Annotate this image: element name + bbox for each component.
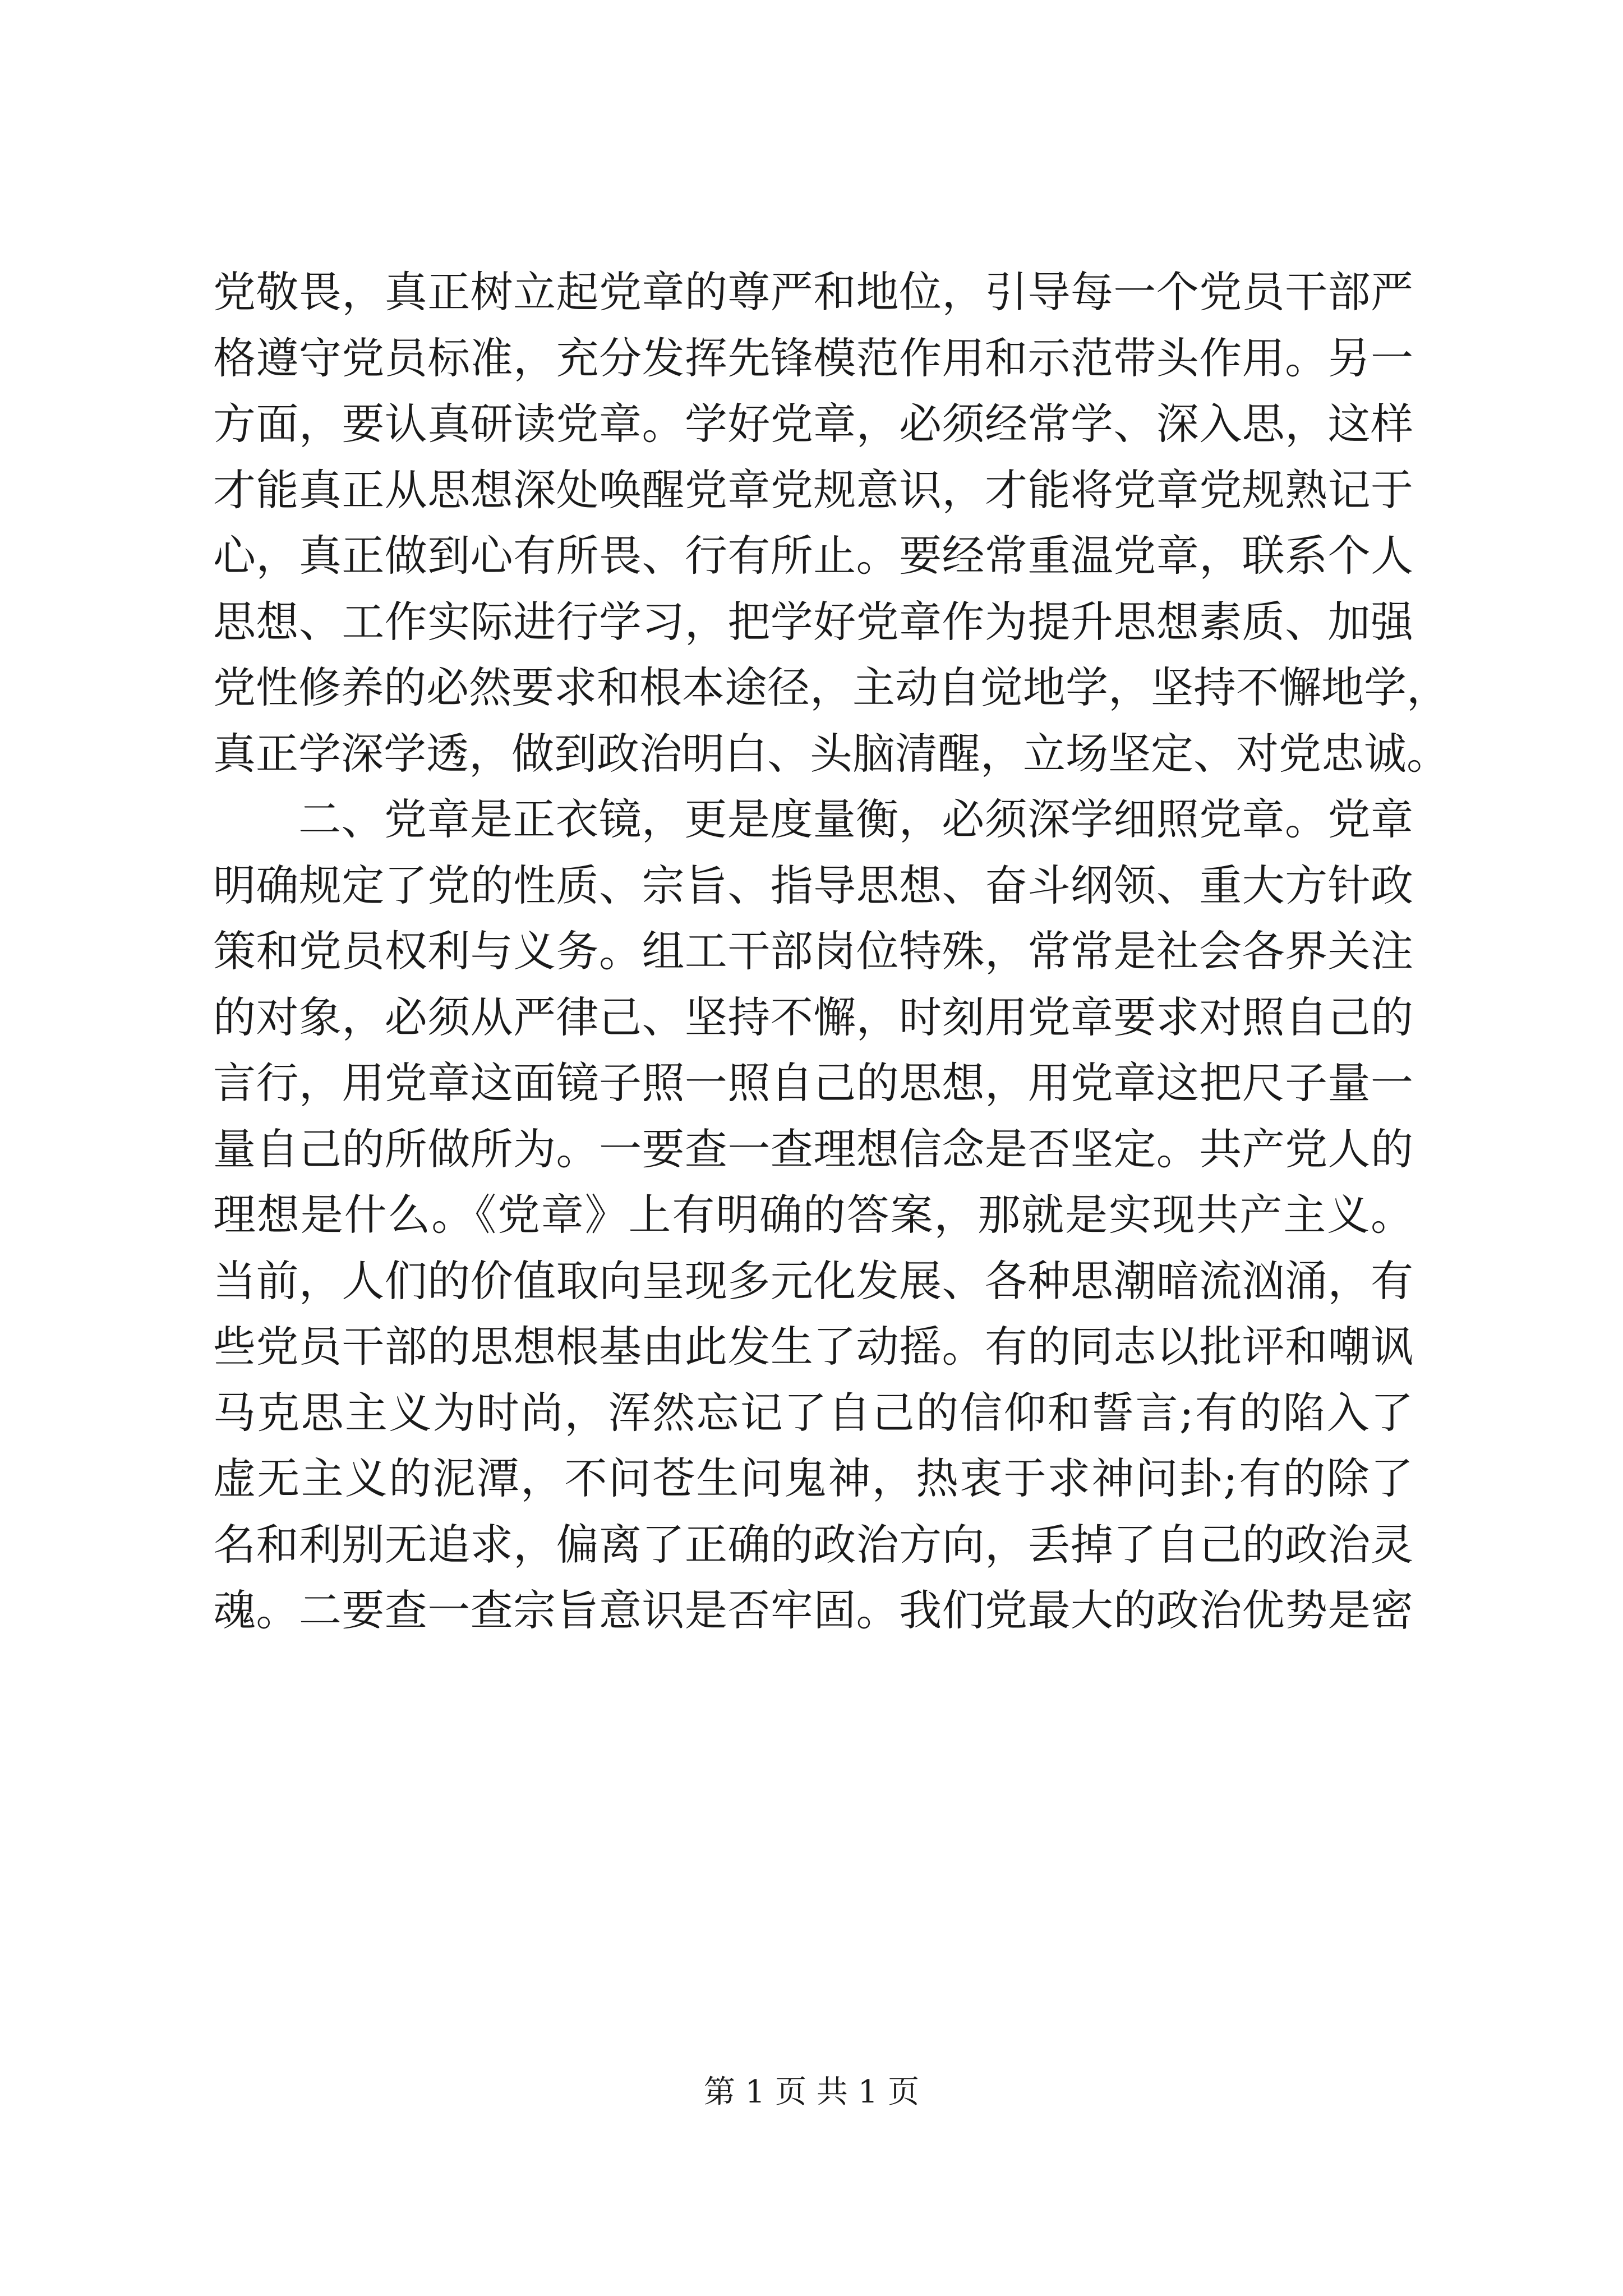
text-line: 些党员干部的思想根基由此发生了动摇。有的同志以批评和嘲讽	[213, 1322, 1413, 1372]
text-line: 方面，要认真研读党章。学好党章，必须经常学、深入思，这样	[213, 399, 1413, 449]
text-line: 真正学深学透，做到政治明白、头脑清醒，立场坚定、对党忠诚。	[213, 728, 1449, 779]
text-line: 策和党员权利与义务。组工干部岗位特殊，常常是社会各界关注	[213, 926, 1413, 976]
text-line: 马克思主义为时尚，浑然忘记了自己的信仰和誓言;有的陷入了	[213, 1387, 1413, 1438]
paragraph-first-line: 二、党章是正衣镜，更是度量衡，必须深学细照党章。党章	[298, 794, 1413, 844]
text-line: 魂。二要查一查宗旨意识是否牢固。我们党最大的政治优势是密	[213, 1585, 1413, 1635]
text-line: 思想、工作实际进行学习，把学好党章作为提升思想素质、加强	[213, 596, 1413, 647]
body-text	[213, 259, 1449, 1644]
text-line: 的对象，必须从严律己、坚持不懈，时刻用党章要求对照自己的	[213, 992, 1413, 1042]
text-line: 虚无主义的泥潭，不问苍生问鬼神，热衷于求神问卦;有的除了	[213, 1453, 1413, 1503]
page-number-label: 第 1 页 共 1 页	[703, 2074, 920, 2110]
text-line: 言行，用党章这面镜子照一照自己的思想，用党章这把尺子量一	[213, 1058, 1413, 1108]
page-footer	[0, 2070, 1623, 2115]
text-line: 量自己的所做所为。一要查一查理想信念是否坚定。共产党人的	[213, 1124, 1413, 1174]
text-line: 才能真正从思想深处唤醒党章党规意识，才能将党章党规熟记于	[213, 464, 1413, 515]
text-line: 格遵守党员标准，充分发挥先锋模范作用和示范带头作用。另一	[213, 333, 1413, 383]
text-line: 当前，人们的价值取向呈现多元化发展、各种思潮暗流汹涌，有	[213, 1255, 1413, 1306]
text-line: 理想是什么。《党章》上有明确的答案，那就是实现共产主义。	[213, 1190, 1413, 1240]
text-line: 党性修养的必然要求和根本途径，主动自觉地学，坚持不懈地学，	[213, 662, 1449, 712]
text-line: 党敬畏，真正树立起党章的尊严和地位，引导每一个党员干部严	[213, 267, 1413, 317]
text-line: 心，真正做到心有所畏、行有所止。要经常重温党章，联系个人	[213, 531, 1413, 581]
text-line: 名和利别无追求，偏离了正确的政治方向，丢掉了自己的政治灵	[213, 1519, 1413, 1570]
text-line: 明确规定了党的性质、宗旨、指导思想、奋斗纲领、重大方针政	[213, 860, 1413, 910]
